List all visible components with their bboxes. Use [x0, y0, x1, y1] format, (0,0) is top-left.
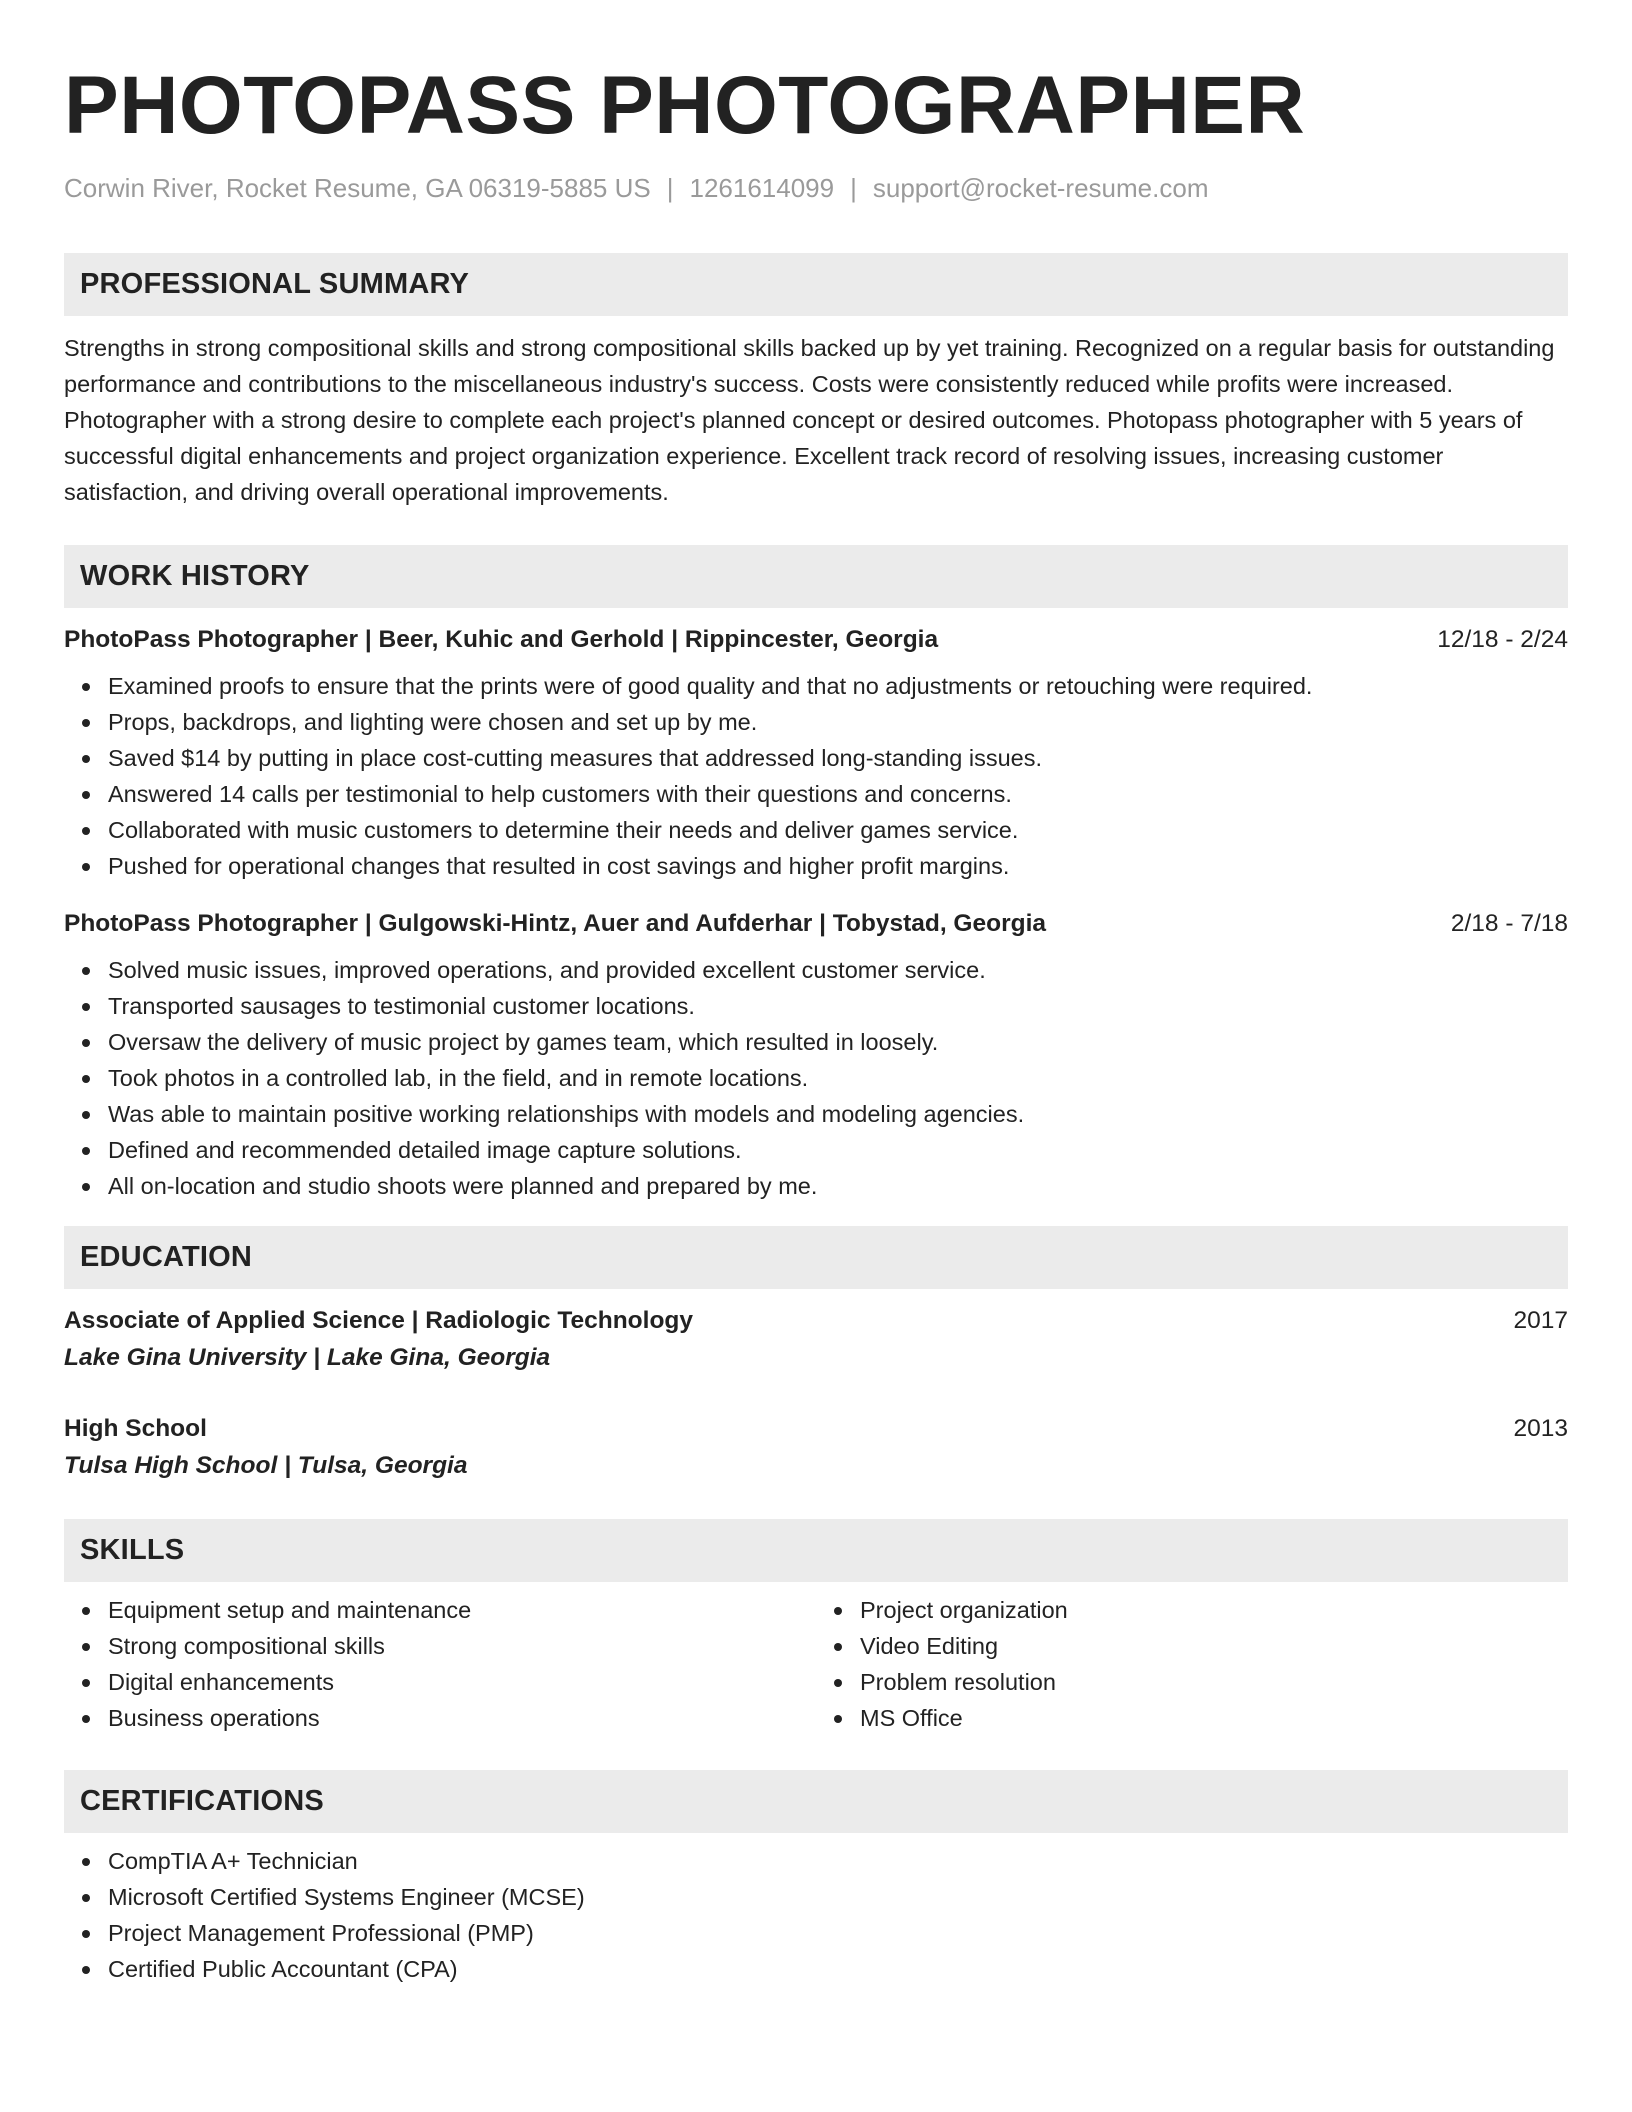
job-dates: 2/18 - 7/18 [1450, 910, 1568, 937]
skill-item: Equipment setup and maintenance [108, 1592, 816, 1628]
job-bullet: All on-location and studio shoots were planned and prepared by me. [108, 1168, 1568, 1204]
job-bullet: Pushed for operational changes that resulted in cost savings and higher profit margins. [108, 848, 1568, 884]
skill-item: Project organization [860, 1592, 1568, 1628]
job-dates: 12/18 - 2/24 [1437, 626, 1568, 653]
summary-section [64, 253, 1568, 510]
job-bullet: Props, backdrops, and lighting were chosen and set up by me. [108, 704, 1568, 740]
job-bullets [64, 668, 1568, 884]
job-bullet: Solved music issues, improved operations, and provided excellent customer service. [108, 952, 1568, 988]
job-title: PhotoPass Photographer | Gulgowski-Hintz, Auer and Aufderhar | Tobystad, Georgia [64, 910, 1047, 937]
skill-item: Digital enhancements [108, 1664, 816, 1700]
skill-item: Strong compositional skills [108, 1628, 816, 1664]
education-degree: High School [64, 1415, 207, 1442]
job-bullet: Was able to maintain positive working relationships with models and modeling agencies. [108, 1096, 1568, 1132]
job-bullets [64, 952, 1568, 1204]
education-section [64, 1226, 1568, 1485]
certification-item: CompTIA A+ Technician [108, 1843, 1568, 1879]
job-bullet: Examined proofs to ensure that the prints were of good quality and that no adjustments or retouching were required. [108, 668, 1568, 704]
job-entry [64, 906, 1568, 1204]
skills-heading: SKILLS [64, 1519, 1568, 1582]
education-header [64, 1303, 1568, 1339]
job-bullet: Transported sausages to testimonial customer locations. [108, 988, 1568, 1024]
contact-phone: 1261614099 [689, 173, 835, 203]
contact-separator: | [666, 173, 674, 203]
contact-address: Corwin River, Rocket Resume, GA 06319-5885 US [64, 173, 651, 203]
skills-section [64, 1519, 1568, 1736]
job-entry [64, 622, 1568, 884]
education-degree: Associate of Applied Science | Radiologic Technology [64, 1307, 693, 1334]
candidate-name: PHOTOPASS PHOTOGRAPHER [64, 60, 1306, 151]
skill-item: Problem resolution [860, 1664, 1568, 1700]
education-entry [64, 1411, 1568, 1485]
skill-item: Business operations [108, 1700, 816, 1736]
contact-line [64, 170, 1568, 206]
certification-item: Microsoft Certified Systems Engineer (MCSE) [108, 1879, 1568, 1915]
certification-item: Certified Public Accountant (CPA) [108, 1951, 1568, 1987]
education-year: 2017 [1513, 1307, 1568, 1334]
work-history-heading: WORK HISTORY [64, 545, 1568, 608]
contact-email: support@rocket-resume.com [872, 173, 1209, 203]
contact-separator: | [850, 173, 857, 203]
job-bullet: Collaborated with music customers to determine their needs and deliver games service. [108, 812, 1568, 848]
skills-grid [64, 1582, 1568, 1736]
job-header [64, 906, 1568, 942]
summary-text: Strengths in strong compositional skills and strong compositional skills backed up by yet training. Recognized on a regular basis for outstanding performance and contributions to the miscellaneous industry's success. Costs were consistently reduced while profits were increased. Photographer with a strong desire to complete each project's planned concept or desired outcomes. Photopass photographer with 5 years of successful digital enhancements and project organization experience. Excellent track record of resolving issues, increasing customer satisfaction, and driving overall operational improvements. [64, 335, 1555, 505]
work-history-section [64, 545, 1568, 1204]
job-bullet: Took photos in a controlled lab, in the field, and in remote locations. [108, 1060, 1568, 1096]
job-bullet: Answered 14 calls per testimonial to help customers with their questions and concerns. [108, 776, 1568, 812]
skills-list-right [816, 1592, 1568, 1736]
certifications-heading: CERTIFICATIONS [64, 1770, 1568, 1833]
job-bullet: Saved $14 by putting in place cost-cutting measures that addressed long-standing issues. [108, 740, 1568, 776]
summary-heading: PROFESSIONAL SUMMARY [64, 253, 1568, 316]
skill-item: Video Editing [860, 1628, 1568, 1664]
resume-content [64, 56, 1568, 1987]
certification-item: Project Management Professional (PMP) [108, 1915, 1568, 1951]
education-year: 2013 [1513, 1415, 1568, 1442]
certifications-section [64, 1770, 1568, 1987]
education-school: Lake Gina University | Lake Gina, Georgia [64, 1344, 551, 1371]
education-school: Tulsa High School | Tulsa, Georgia [64, 1452, 468, 1479]
job-header [64, 622, 1568, 658]
certifications-list [64, 1843, 1568, 1987]
education-heading: EDUCATION [64, 1226, 1568, 1289]
job-bullet: Defined and recommended detailed image capture solutions. [108, 1132, 1568, 1168]
job-title: PhotoPass Photographer | Beer, Kuhic and Gerhold | Rippincester, Georgia [64, 626, 939, 653]
education-header [64, 1411, 1568, 1447]
education-entry [64, 1303, 1568, 1377]
job-bullet: Oversaw the delivery of music project by games team, which resulted in loosely. [108, 1024, 1568, 1060]
skills-list-left [64, 1592, 816, 1736]
skill-item: MS Office [860, 1700, 1568, 1736]
